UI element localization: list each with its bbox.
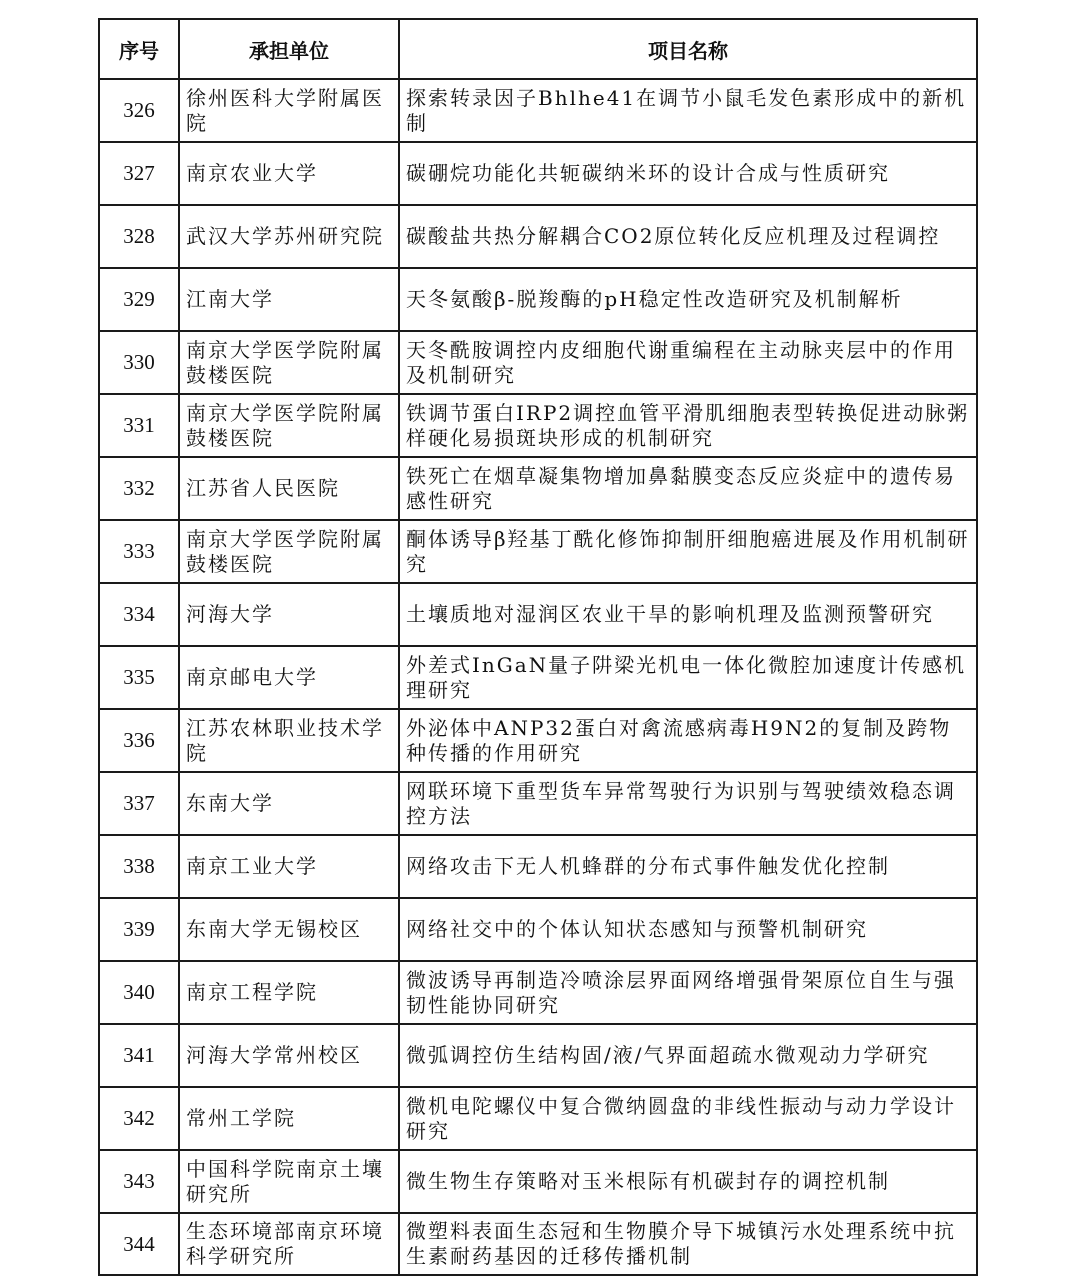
- row-unit: 河海大学: [179, 583, 399, 646]
- row-project: 铁死亡在烟草凝集物增加鼻黏膜变态反应炎症中的遗传易感性研究: [399, 457, 977, 520]
- row-number: 326: [99, 79, 179, 142]
- row-project: 土壤质地对湿润区农业干旱的影响机理及监测预警研究: [399, 583, 977, 646]
- row-number: 330: [99, 331, 179, 394]
- table-row: [99, 331, 977, 394]
- table-row: [99, 961, 977, 1024]
- table-row: [99, 268, 977, 331]
- header-number: 序号: [99, 19, 179, 79]
- row-project: 探索转录因子Bhlhe41在调节小鼠毛发色素形成中的新机制: [399, 79, 977, 142]
- header-row: [99, 19, 977, 79]
- row-project: 微弧调控仿生结构固/液/气界面超疏水微观动力学研究: [399, 1024, 977, 1087]
- row-project: 天冬酰胺调控内皮细胞代谢重编程在主动脉夹层中的作用及机制研究: [399, 331, 977, 394]
- table-row: [99, 898, 977, 961]
- row-number: 339: [99, 898, 179, 961]
- table-row: [99, 79, 977, 142]
- row-number: 329: [99, 268, 179, 331]
- table-row: [99, 394, 977, 457]
- row-number: 332: [99, 457, 179, 520]
- row-number: 337: [99, 772, 179, 835]
- row-number: 333: [99, 520, 179, 583]
- row-number: 343: [99, 1150, 179, 1213]
- row-project: 酮体诱导β羟基丁酰化修饰抑制肝细胞癌进展及作用机制研究: [399, 520, 977, 583]
- row-unit: 徐州医科大学附属医院: [179, 79, 399, 142]
- row-unit: 南京大学医学院附属鼓楼医院: [179, 520, 399, 583]
- table-row: [99, 1024, 977, 1087]
- row-unit: 东南大学无锡校区: [179, 898, 399, 961]
- row-project: 网络社交中的个体认知状态感知与预警机制研究: [399, 898, 977, 961]
- project-list-sheet: [98, 18, 976, 1276]
- row-number: 338: [99, 835, 179, 898]
- row-project: 外差式InGaN量子阱梁光机电一体化微腔加速度计传感机理研究: [399, 646, 977, 709]
- table-row: [99, 1150, 977, 1213]
- row-number: 328: [99, 205, 179, 268]
- table-body: [99, 79, 977, 1275]
- project-table: [98, 18, 978, 1276]
- header-unit: 承担单位: [179, 19, 399, 79]
- table-header: [99, 19, 977, 79]
- row-unit: 常州工学院: [179, 1087, 399, 1150]
- row-unit: 南京工业大学: [179, 835, 399, 898]
- row-project: 微生物生存策略对玉米根际有机碳封存的调控机制: [399, 1150, 977, 1213]
- row-unit: 河海大学常州校区: [179, 1024, 399, 1087]
- row-project: 网络攻击下无人机蜂群的分布式事件触发优化控制: [399, 835, 977, 898]
- row-number: 331: [99, 394, 179, 457]
- table-row: [99, 583, 977, 646]
- table-row: [99, 457, 977, 520]
- row-unit: 南京大学医学院附属鼓楼医院: [179, 331, 399, 394]
- row-unit: 江苏省人民医院: [179, 457, 399, 520]
- row-number: 334: [99, 583, 179, 646]
- row-unit: 东南大学: [179, 772, 399, 835]
- row-project: 天冬氨酸β-脱羧酶的pH稳定性改造研究及机制解析: [399, 268, 977, 331]
- table-row: [99, 772, 977, 835]
- row-unit: 南京大学医学院附属鼓楼医院: [179, 394, 399, 457]
- row-project: 碳硼烷功能化共轭碳纳米环的设计合成与性质研究: [399, 142, 977, 205]
- row-unit: 江苏农林职业技术学院: [179, 709, 399, 772]
- row-unit: 南京工程学院: [179, 961, 399, 1024]
- table-row: [99, 1213, 977, 1275]
- row-number: 327: [99, 142, 179, 205]
- row-number: 342: [99, 1087, 179, 1150]
- row-unit: 江南大学: [179, 268, 399, 331]
- row-number: 341: [99, 1024, 179, 1087]
- row-project: 网联环境下重型货车异常驾驶行为识别与驾驶绩效稳态调控方法: [399, 772, 977, 835]
- table-row: [99, 142, 977, 205]
- row-project: 微机电陀螺仪中复合微纳圆盘的非线性振动与动力学设计研究: [399, 1087, 977, 1150]
- row-unit: 南京农业大学: [179, 142, 399, 205]
- row-unit: 生态环境部南京环境科学研究所: [179, 1213, 399, 1275]
- table-row: [99, 520, 977, 583]
- row-number: 344: [99, 1213, 179, 1275]
- row-unit: 中国科学院南京土壤研究所: [179, 1150, 399, 1213]
- header-project: 项目名称: [399, 19, 977, 79]
- row-project: 铁调节蛋白IRP2调控血管平滑肌细胞表型转换促进动脉粥样硬化易损斑块形成的机制研究: [399, 394, 977, 457]
- table-row: [99, 646, 977, 709]
- row-number: 336: [99, 709, 179, 772]
- row-project: 微波诱导再制造冷喷涂层界面网络增强骨架原位自生与强韧性能协同研究: [399, 961, 977, 1024]
- row-unit: 南京邮电大学: [179, 646, 399, 709]
- table-row: [99, 709, 977, 772]
- row-project: 碳酸盐共热分解耦合CO2原位转化反应机理及过程调控: [399, 205, 977, 268]
- row-project: 微塑料表面生态冠和生物膜介导下城镇污水处理系统中抗生素耐药基因的迁移传播机制: [399, 1213, 977, 1275]
- row-unit: 武汉大学苏州研究院: [179, 205, 399, 268]
- table-row: [99, 205, 977, 268]
- table-row: [99, 1087, 977, 1150]
- row-number: 335: [99, 646, 179, 709]
- table-row: [99, 835, 977, 898]
- row-number: 340: [99, 961, 179, 1024]
- row-project: 外泌体中ANP32蛋白对禽流感病毒H9N2的复制及跨物种传播的作用研究: [399, 709, 977, 772]
